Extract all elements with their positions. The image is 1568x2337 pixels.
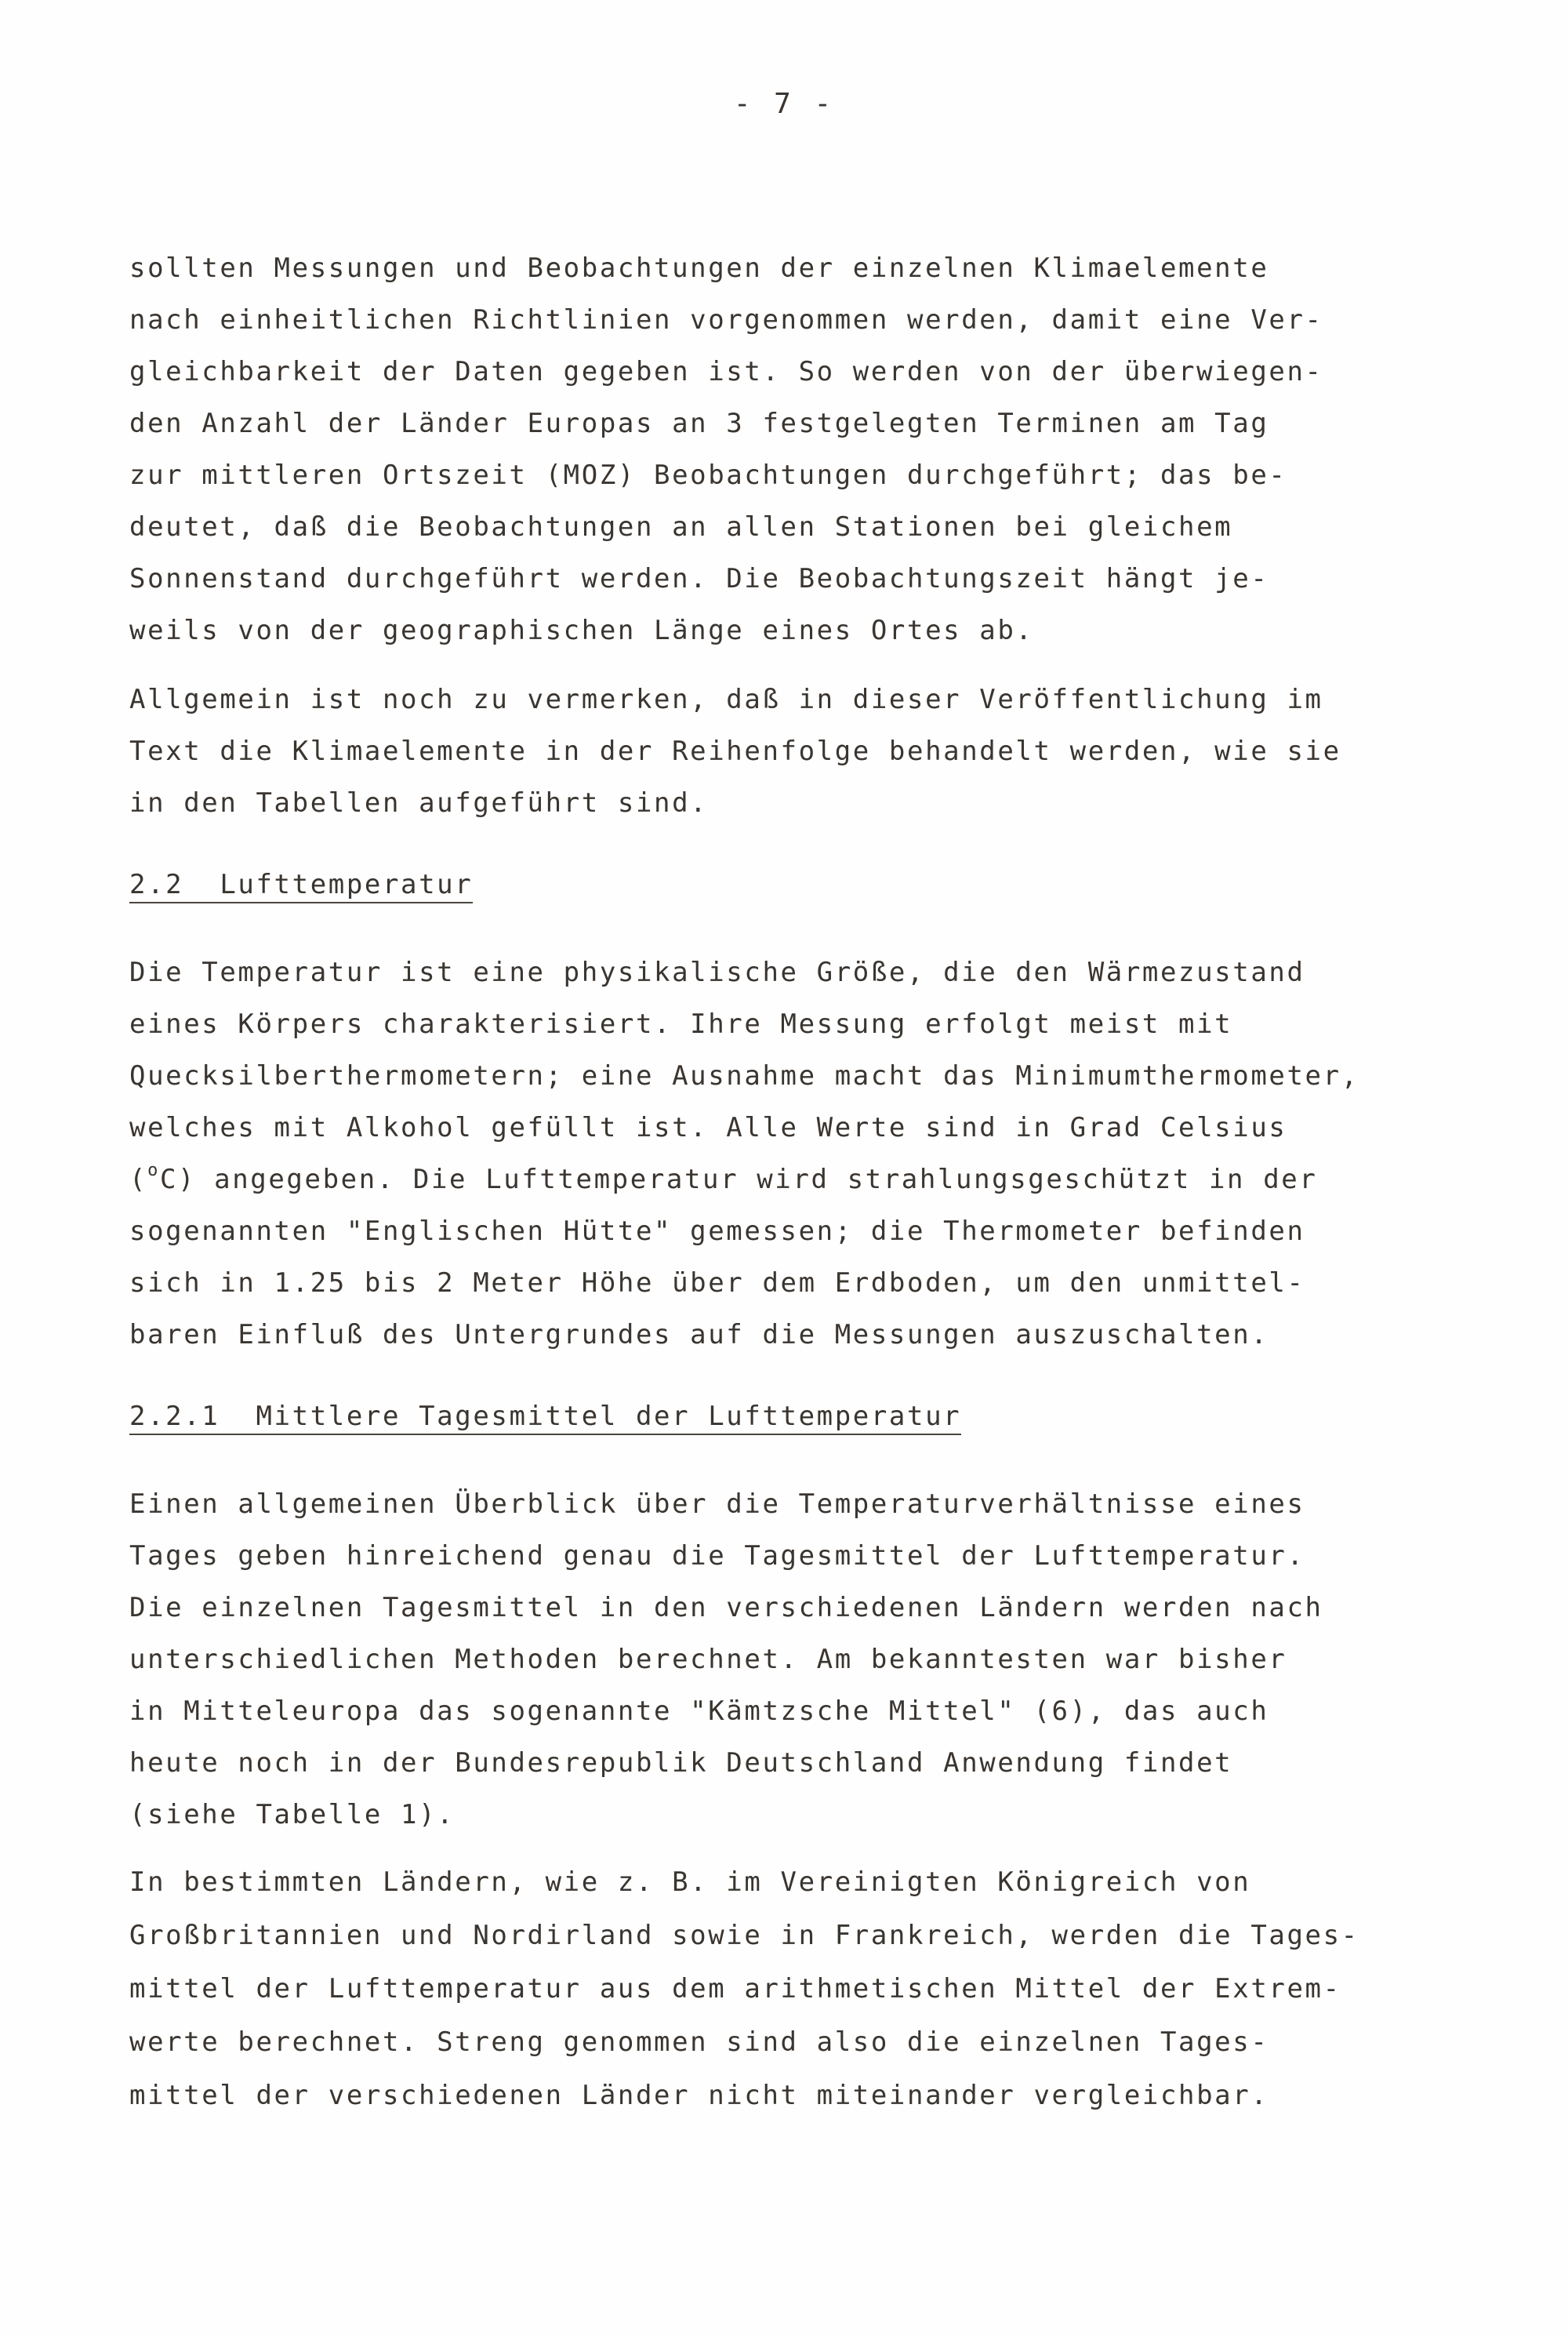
text-line: sollten Messungen und Beobachtungen der einzelnen Klimaelemente [129, 253, 1269, 284]
degree-open-paren: ( [129, 1164, 148, 1195]
text-line: Text die Klimaelemente in der Reihenfolge behandelt werden, wie sie [129, 736, 1341, 767]
text-line: baren Einfluß des Untergrundes auf die Messungen auszuschalten. [129, 1319, 1269, 1350]
text-line: in Mitteleuropa das sogenannte "Kämtzsche Mittel" (6), das auch [129, 1696, 1269, 1727]
text-line: In bestimmten Ländern, wie z. B. im Vereinigten Königreich von [129, 1866, 1251, 1898]
text-line: sogenannten "Englischen Hütte" gemessen; die Thermometer befinden [129, 1216, 1305, 1247]
section-heading-mittlere-tagesmittel: 2.2.1 Mittlere Tagesmittel der Lufttemperatur [129, 1401, 961, 1435]
degree-line-rest: C) angegeben. Die Lufttemperatur wird strahlungsgeschützt in der [159, 1164, 1318, 1195]
text-line: Einen allgemeinen Überblick über die Temperaturverhältnisse eines [129, 1488, 1305, 1520]
text-line: zur mittleren Ortszeit (MOZ) Beobachtungen durchgeführt; das be- [129, 460, 1287, 491]
text-line: den Anzahl der Länder Europas an 3 festgelegten Terminen am Tag [129, 408, 1269, 439]
text-line: weils von der geographischen Länge eines Ortes ab. [129, 615, 1034, 646]
text-line: gleichbarkeit der Daten gegeben ist. So werden von der überwiegen- [129, 356, 1323, 387]
text-line: eines Körpers charakterisiert. Ihre Messung erfolgt meist mit [129, 1009, 1233, 1040]
text-line: nach einheitlichen Richtlinien vorgenommen werden, damit eine Ver- [129, 304, 1323, 336]
text-line: Sonnenstand durchgeführt werden. Die Beobachtungszeit hängt je- [129, 563, 1269, 594]
text-line: Die einzelnen Tagesmittel in den verschiedenen Ländern werden nach [129, 1592, 1323, 1623]
text-line: heute noch in der Bundesrepublik Deutschland Anwendung findet [129, 1747, 1233, 1779]
text-line: welches mit Alkohol gefüllt ist. Alle Werte sind in Grad Celsius [129, 1112, 1287, 1143]
text-line: deutet, daß die Beobachtungen an allen Stationen bei gleichem [129, 511, 1233, 543]
text-line-degree-celsius [129, 1160, 1318, 1195]
text-line: Großbritannien und Nordirland sowie in Frankreich, werden die Tages- [129, 1920, 1359, 1951]
text-line: mittel der Lufttemperatur aus dem arithmetischen Mittel der Extrem- [129, 1973, 1341, 2004]
text-line: Quecksilberthermometern; eine Ausnahme macht das Minimumthermometer, [129, 1060, 1359, 1092]
text-line: Die Temperatur ist eine physikalische Größe, die den Wärmezustand [129, 957, 1305, 988]
text-line: mittel der verschiedenen Länder nicht miteinander vergleichbar. [129, 2080, 1269, 2111]
text-line: in den Tabellen aufgeführt sind. [129, 787, 709, 819]
text-line: (siehe Tabelle 1). [129, 1799, 456, 1830]
text-line: Tages geben hinreichend genau die Tagesmittel der Lufttemperatur. [129, 1540, 1305, 1572]
text-line: Allgemein ist noch zu vermerken, daß in dieser Veröffentlichung im [129, 684, 1323, 715]
section-heading-lufttemperatur: 2.2 Lufttemperatur [129, 869, 473, 903]
text-line: unterschiedlichen Methoden berechnet. Am bekanntesten war bisher [129, 1644, 1287, 1675]
text-line: werte berechnet. Streng genommen sind also die einzelnen Tages- [129, 2026, 1269, 2058]
page-number: - 7 - [733, 88, 835, 120]
degree-superscript: o [147, 1160, 160, 1180]
text-line: sich in 1.25 bis 2 Meter Höhe über dem Erdboden, um den unmittel- [129, 1267, 1305, 1299]
